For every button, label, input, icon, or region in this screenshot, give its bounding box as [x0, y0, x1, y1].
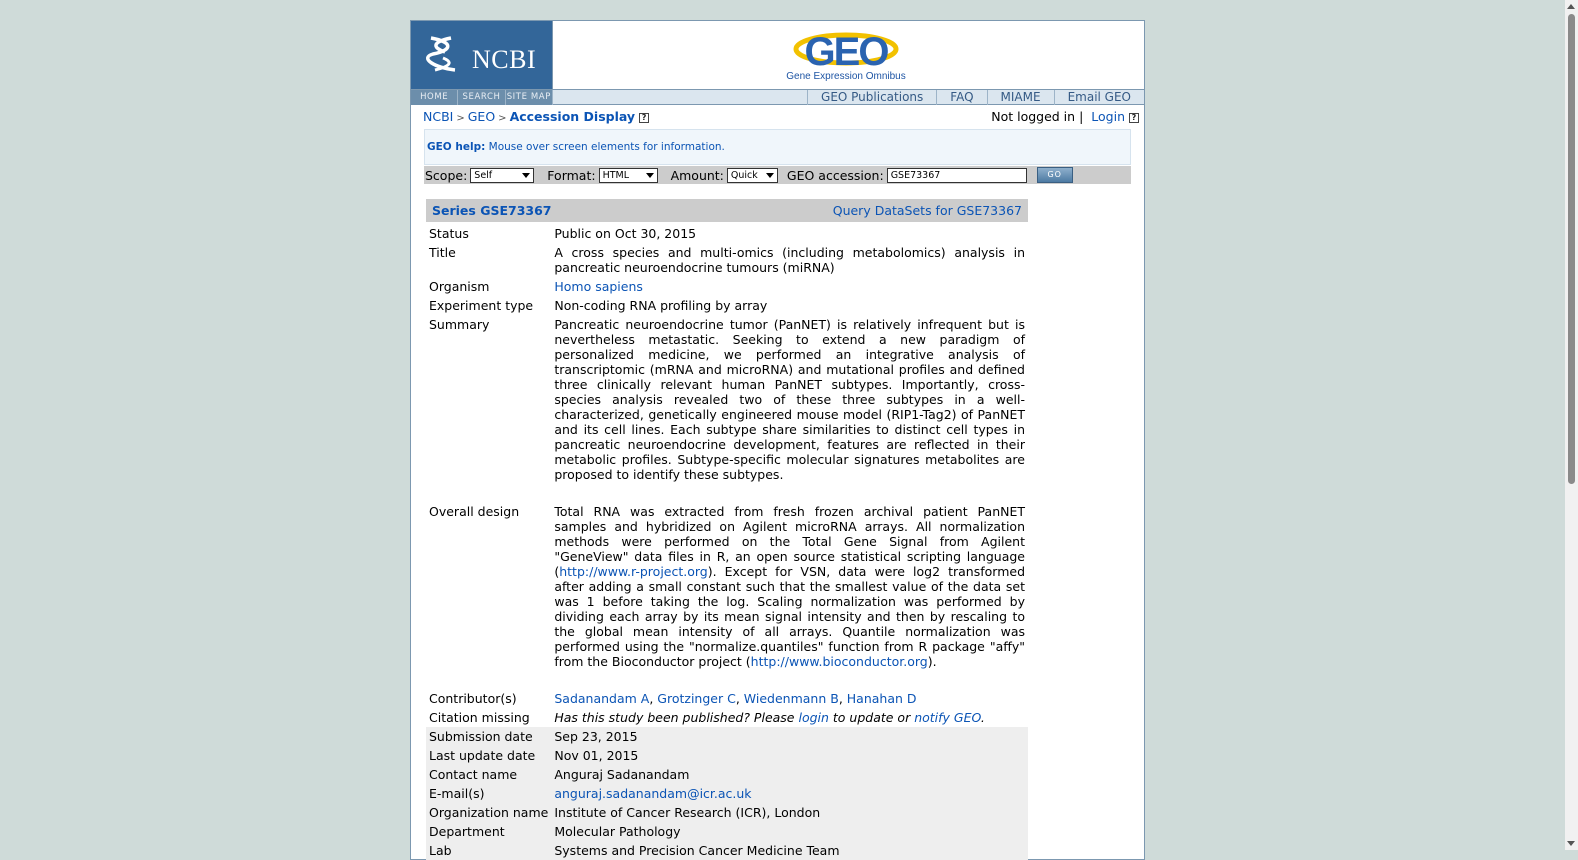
overall-design-value	[551, 502, 1028, 671]
nav-email-geo[interactable]: Email GEO	[1054, 90, 1144, 105]
login-link[interactable]: Login	[1091, 109, 1125, 124]
nav-geo-publications[interactable]: GEO Publications	[807, 90, 936, 105]
nav-home[interactable]: HOME	[411, 90, 458, 105]
experiment-type-label: Experiment type	[429, 298, 534, 313]
help-box	[424, 129, 1131, 165]
amount-label: Amount:	[670, 167, 724, 183]
row-submission-date	[426, 727, 1028, 746]
contributors-label: Contributor(s)	[429, 691, 517, 706]
amount-select[interactable]: Quick	[727, 168, 778, 183]
login-status: Not logged in	[991, 109, 1076, 124]
contact-name-value: Anguraj Sadanandam	[551, 765, 1028, 784]
scope-select[interactable]: Self	[470, 168, 534, 183]
scrollbar-thumb[interactable]	[1568, 14, 1575, 484]
nav-faq[interactable]: FAQ	[936, 90, 986, 105]
format-select[interactable]: HTML	[599, 168, 658, 183]
notify-geo-link[interactable]: notify GEO	[914, 710, 981, 725]
nav-search[interactable]: SEARCH	[458, 90, 505, 105]
organism-label: Organism	[429, 279, 490, 294]
summary-label: Summary	[429, 317, 490, 332]
email-link[interactable]: anguraj.sadanandam@icr.ac.uk	[554, 786, 752, 801]
row-overall-design	[426, 502, 1028, 671]
nav-site-map[interactable]: SITE MAP	[506, 90, 553, 105]
scope-label: Scope:	[425, 167, 468, 183]
row-email	[426, 784, 1028, 803]
r-project-link[interactable]: http://www.r-project.org	[559, 564, 708, 579]
ncbi-logo[interactable]	[411, 21, 553, 89]
help-text: Mouse over screen elements for information.	[488, 141, 725, 153]
lab-value: Systems and Precision Cancer Medicine Team	[551, 841, 1028, 860]
nav-bar	[411, 89, 1144, 105]
last-update-date-value: Nov 01, 2015	[551, 746, 1028, 765]
help-icon[interactable]: ?	[639, 113, 649, 123]
citation-text: Has this study been published? Please	[554, 710, 799, 725]
scroll-up-icon[interactable]	[1567, 4, 1575, 9]
status-value: Public on Oct 30, 2015	[554, 226, 697, 241]
row-citation	[426, 708, 1028, 727]
summary-value: Pancreatic neuroendocrine tumor (PanNET) is relatively infrequent but is nevertheless metastatic. Seeking to extend a new paradigm of personalized medicine, we performed an integrative analysis of transcriptomic (mRNA and microRNA) and mutational profiles and defined three clinically relevant human PanNET subtypes. Importantly, cross-species analysis revealed two of these three subtypes in a well-characterized, genetically engineered mouse model (RIP1-Tag2) of PanNET and its cell lines. Each subtype share similarities to distinct cell types in pancreatic neuroendocrine development, features are reflected in their metabolic profiles. Subtype-specific molecular signatures metabolites are proposed to identify these subtypes.	[554, 317, 1025, 482]
row-summary	[426, 315, 1028, 484]
geo-logo-graphic	[781, 27, 911, 71]
breadcrumb-separator: >	[498, 113, 507, 124]
breadcrumb-ncbi[interactable]: NCBI	[423, 109, 454, 124]
series-title: Series GSE73367	[432, 203, 552, 218]
contributor-link[interactable]: Wiedenmann B	[743, 691, 839, 706]
contributor-link[interactable]: Sadanandam A	[554, 691, 650, 706]
geo-subtitle: Gene Expression Omnibus	[786, 71, 906, 82]
accession-input[interactable]: GSE73367	[887, 168, 1027, 183]
lab-label: Lab	[426, 841, 551, 860]
row-department	[426, 822, 1028, 841]
scroll-down-icon[interactable]	[1567, 841, 1575, 846]
status-label: Status	[429, 226, 469, 241]
submission-date-value: Sep 23, 2015	[551, 727, 1028, 746]
nav-miame[interactable]: MIAME	[987, 90, 1054, 105]
row-experiment-type	[426, 296, 1028, 315]
last-update-date-label: Last update date	[426, 746, 551, 765]
query-datasets-link[interactable]: Query DataSets for GSE73367	[832, 203, 1022, 218]
row-organization	[426, 803, 1028, 822]
row-contributors	[426, 689, 1028, 708]
query-bar	[424, 166, 1131, 184]
breadcrumb	[423, 109, 649, 124]
row-contact-name	[426, 765, 1028, 784]
title-label: Title	[429, 245, 456, 260]
citation-label: Citation missing	[429, 710, 530, 725]
overall-design-label: Overall design	[429, 504, 520, 519]
go-button[interactable]: GO	[1037, 167, 1073, 183]
overall-design-text: Total RNA was extracted from fresh frozen archival patient PanNET samples and hybridized on Agilent microRNA arrays. All normalization methods were performed on the Total Gene Signal from Agilent "GeneView" data files in R, an open source statistical scripting language (	[554, 504, 1025, 579]
citation-login-link[interactable]: login	[798, 710, 829, 725]
submission-date-label: Submission date	[426, 727, 551, 746]
row-title	[426, 243, 1028, 277]
login-area	[991, 109, 1139, 124]
contributor-link[interactable]: Hanahan D	[846, 691, 917, 706]
email-label: E-mail(s)	[426, 784, 551, 803]
format-label: Format:	[547, 167, 596, 183]
contributor-link[interactable]: Grotzinger C	[657, 691, 736, 706]
contact-name-label: Contact name	[426, 765, 551, 784]
organization-value: Institute of Cancer Research (ICR), London	[551, 803, 1028, 822]
breadcrumb-separator: >	[456, 113, 465, 124]
department-value: Molecular Pathology	[551, 822, 1028, 841]
login-separator: |	[1079, 109, 1084, 124]
row-lab	[426, 841, 1028, 860]
contributors-value: Sadanandam A, Grotzinger C, Wiedenmann B, Hanahan D	[554, 691, 917, 706]
help-label: GEO help:	[427, 141, 486, 153]
overall-design-text: ).	[927, 654, 937, 669]
vertical-scrollbar[interactable]	[1565, 0, 1578, 850]
citation-value	[551, 708, 1028, 727]
page-container	[410, 20, 1145, 860]
breadcrumb-current: Accession Display	[509, 109, 636, 124]
title-value: A cross species and multi-omics (including metabolomics) analysis in pancreatic neuroendocrine tumours (miRNA)	[554, 245, 1025, 275]
ncbi-logo-text: NCBI	[472, 45, 537, 74]
geo-logo-text: GEO	[804, 30, 888, 71]
row-organism	[426, 277, 1028, 296]
row-last-update-date	[426, 746, 1028, 765]
series-record	[426, 199, 1028, 860]
accession-label: GEO accession:	[786, 167, 884, 183]
overall-design-text: ). Except for VSN, data were log2 transformed after adding a small constant such that the smallest value of the data set was 1 before taking the log. Scaling normalization was performed by dividing each array by its mean signal intensity and then by rescaling to the global mean intensity of all arrays. Quantile normalization was performed using the "normalize.quantiles" function from R package "affy" from the Bioconductor project (	[554, 564, 1025, 669]
breadcrumb-row	[411, 105, 1144, 127]
breadcrumb-geo[interactable]: GEO	[467, 109, 496, 124]
ncbi-nav	[411, 90, 553, 105]
geo-nav	[807, 90, 1144, 105]
login-help-icon[interactable]: ?	[1129, 113, 1139, 123]
record-table	[426, 224, 1028, 860]
row-status	[426, 224, 1028, 243]
geo-logo[interactable]	[781, 27, 911, 87]
experiment-type-value: Non-coding RNA profiling by array	[554, 298, 768, 313]
header	[411, 21, 1144, 89]
department-label: Department	[426, 822, 551, 841]
organization-label: Organization name	[426, 803, 551, 822]
bioconductor-link[interactable]: http://www.bioconductor.org	[750, 654, 928, 669]
dna-helix-icon	[425, 34, 461, 74]
citation-text: to update or	[828, 710, 915, 725]
organism-link[interactable]: Homo sapiens	[554, 279, 643, 294]
series-header	[426, 199, 1028, 222]
citation-text: .	[980, 710, 985, 725]
